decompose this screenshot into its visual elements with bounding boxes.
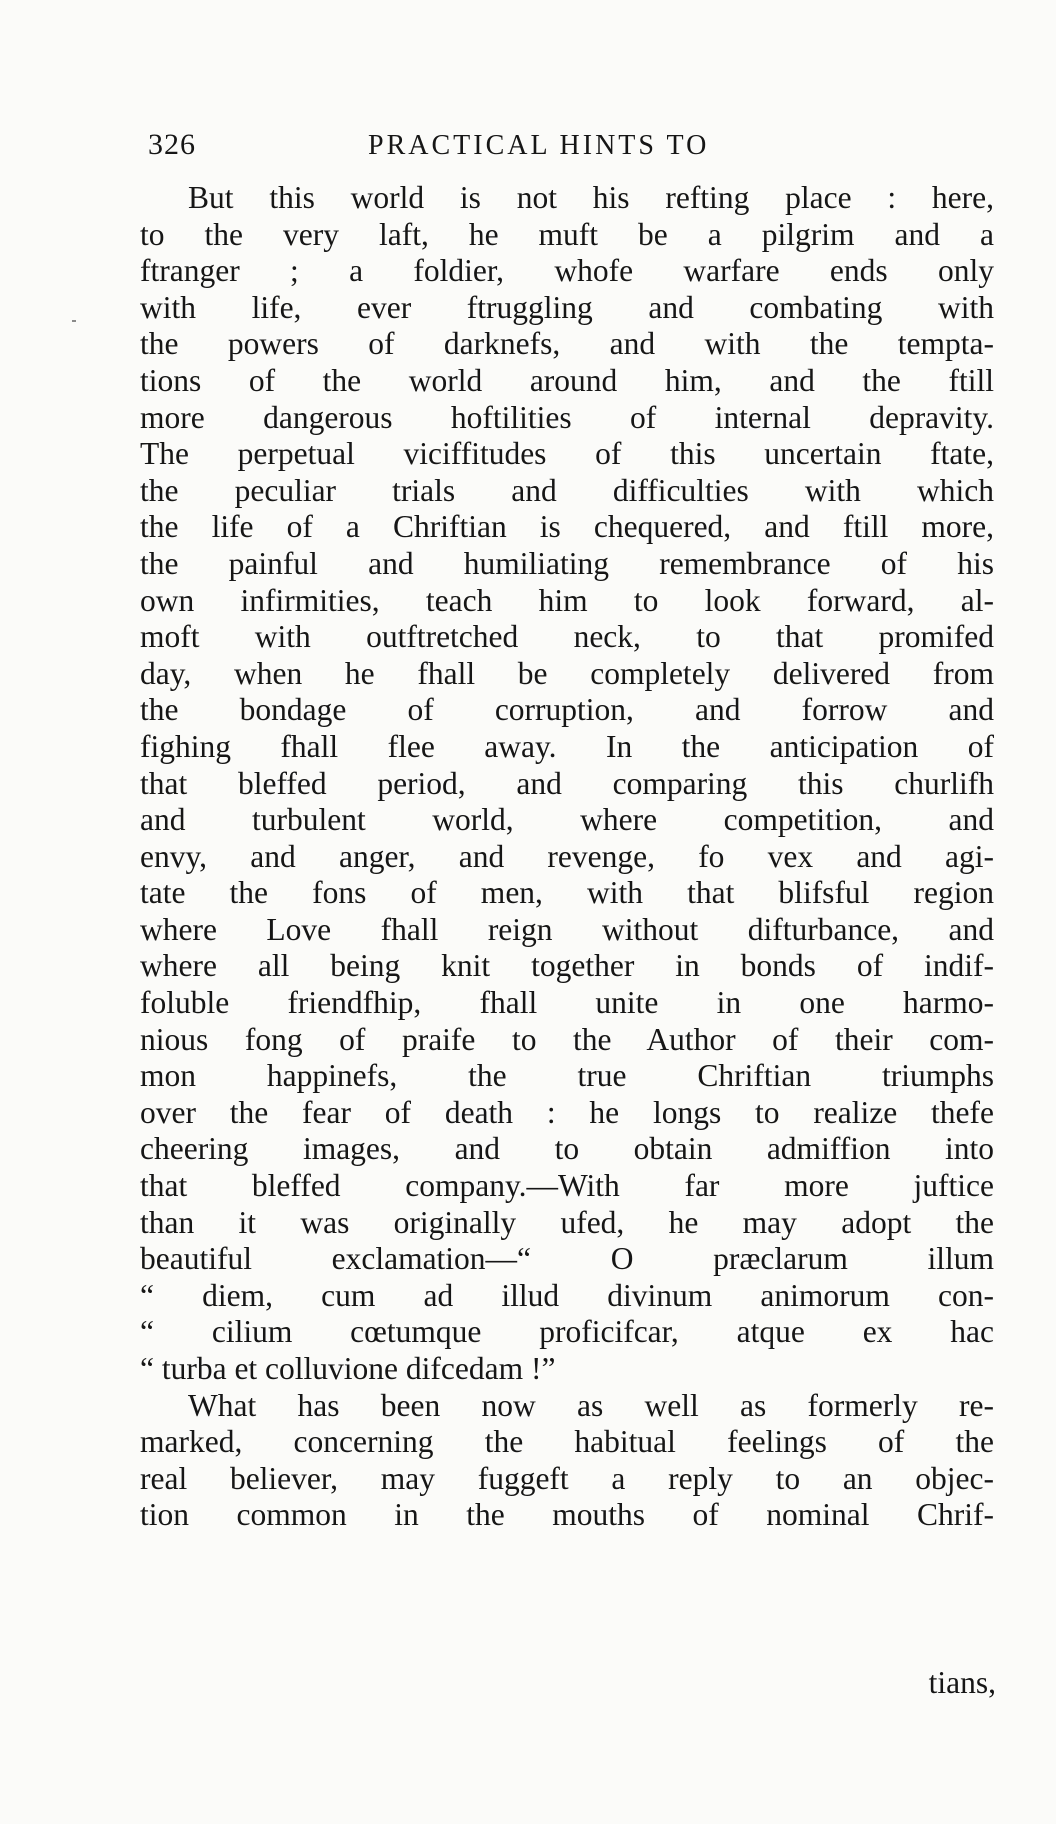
text-line: What has been now as well as formerly re- [188,1387,994,1423]
margin-speck [72,320,76,322]
text-line: tion common in the mouths of nominal Chrif- [140,1497,994,1533]
text-line: where all being knit together in bonds of indif- [140,948,994,984]
body-text [140,180,994,1534]
text-line: day, when he fhall be completely delivered from [140,655,994,691]
text-line: nious fong of praife to the Author of their com- [140,1021,994,1057]
text-line: foluble friendfhip, fhall unite in one harmo- [140,985,994,1021]
catchword: tians, [928,1665,996,1700]
text-line: mon happinefs, the true Chriftian triumphs [140,1058,994,1094]
text-line: where Love fhall reign without difturbance, and [140,911,994,947]
text-line: and turbulent world, where competition, and [140,802,994,838]
text-line: beautiful exclamation—“ O præclarum illum [140,1241,994,1277]
text-line: moft with outftretched neck, to that promifed [140,619,994,655]
text-line: “ diem, cum ad illud divinum animorum con- [140,1277,994,1313]
text-line: fighing fhall flee away. In the anticipation of [140,728,994,764]
text-line: own infirmities, teach him to look forward, al- [140,582,994,618]
text-line: the bondage of corruption, and forrow and [140,692,994,728]
text-line: the peculiar trials and difficulties with which [140,472,994,508]
text-line: over the fear of death : he longs to realize thefe [140,1094,994,1130]
text-line: more dangerous hoftilities of internal depravity. [140,399,994,435]
text-line: tions of the world around him, and the ftill [140,362,994,398]
text-line: the powers of darknefs, and with the tempta- [140,326,994,362]
text-line: the painful and humiliating remembrance of his [140,545,994,581]
text-line: But this world is not his refting place : here, [188,180,994,215]
text-line: tate the fons of men, with that blifsful region [140,875,994,911]
text-line: cheering images, and to obtain admiffion into [140,1131,994,1167]
text-line: that bleffed period, and comparing this churlifh [140,765,994,801]
page-header [148,128,992,168]
text-line: to the very laft, he muft be a pilgrim and a [140,216,994,252]
text-line: the life of a Chriftian is chequered, and ftill more, [140,509,994,545]
text-line: envy, and anger, and revenge, fo vex and agi- [140,838,994,874]
text-line: with life, ever ftruggling and combating with [140,289,994,325]
text-line: than it was originally ufed, he may adopt the [140,1204,994,1240]
running-title: PRACTICAL HINTS TO [368,130,710,161]
text-line: “ turba et colluvione difcedam !” [140,1351,556,1386]
page-number: 326 [148,128,196,161]
text-line: ftranger ; a foldier, whofe warfare ends only [140,253,994,289]
text-line: The perpetual viciffitudes of this uncertain ftate, [140,436,994,472]
text-line: that bleffed company.—With far more juftice [140,1168,994,1204]
text-line: “ cilium cœtumque proficifcar, atque ex hac [140,1314,994,1350]
text-line: marked, concerning the habitual feelings of the [140,1424,994,1460]
text-line: real believer, may fuggeft a reply to an objec- [140,1460,994,1496]
